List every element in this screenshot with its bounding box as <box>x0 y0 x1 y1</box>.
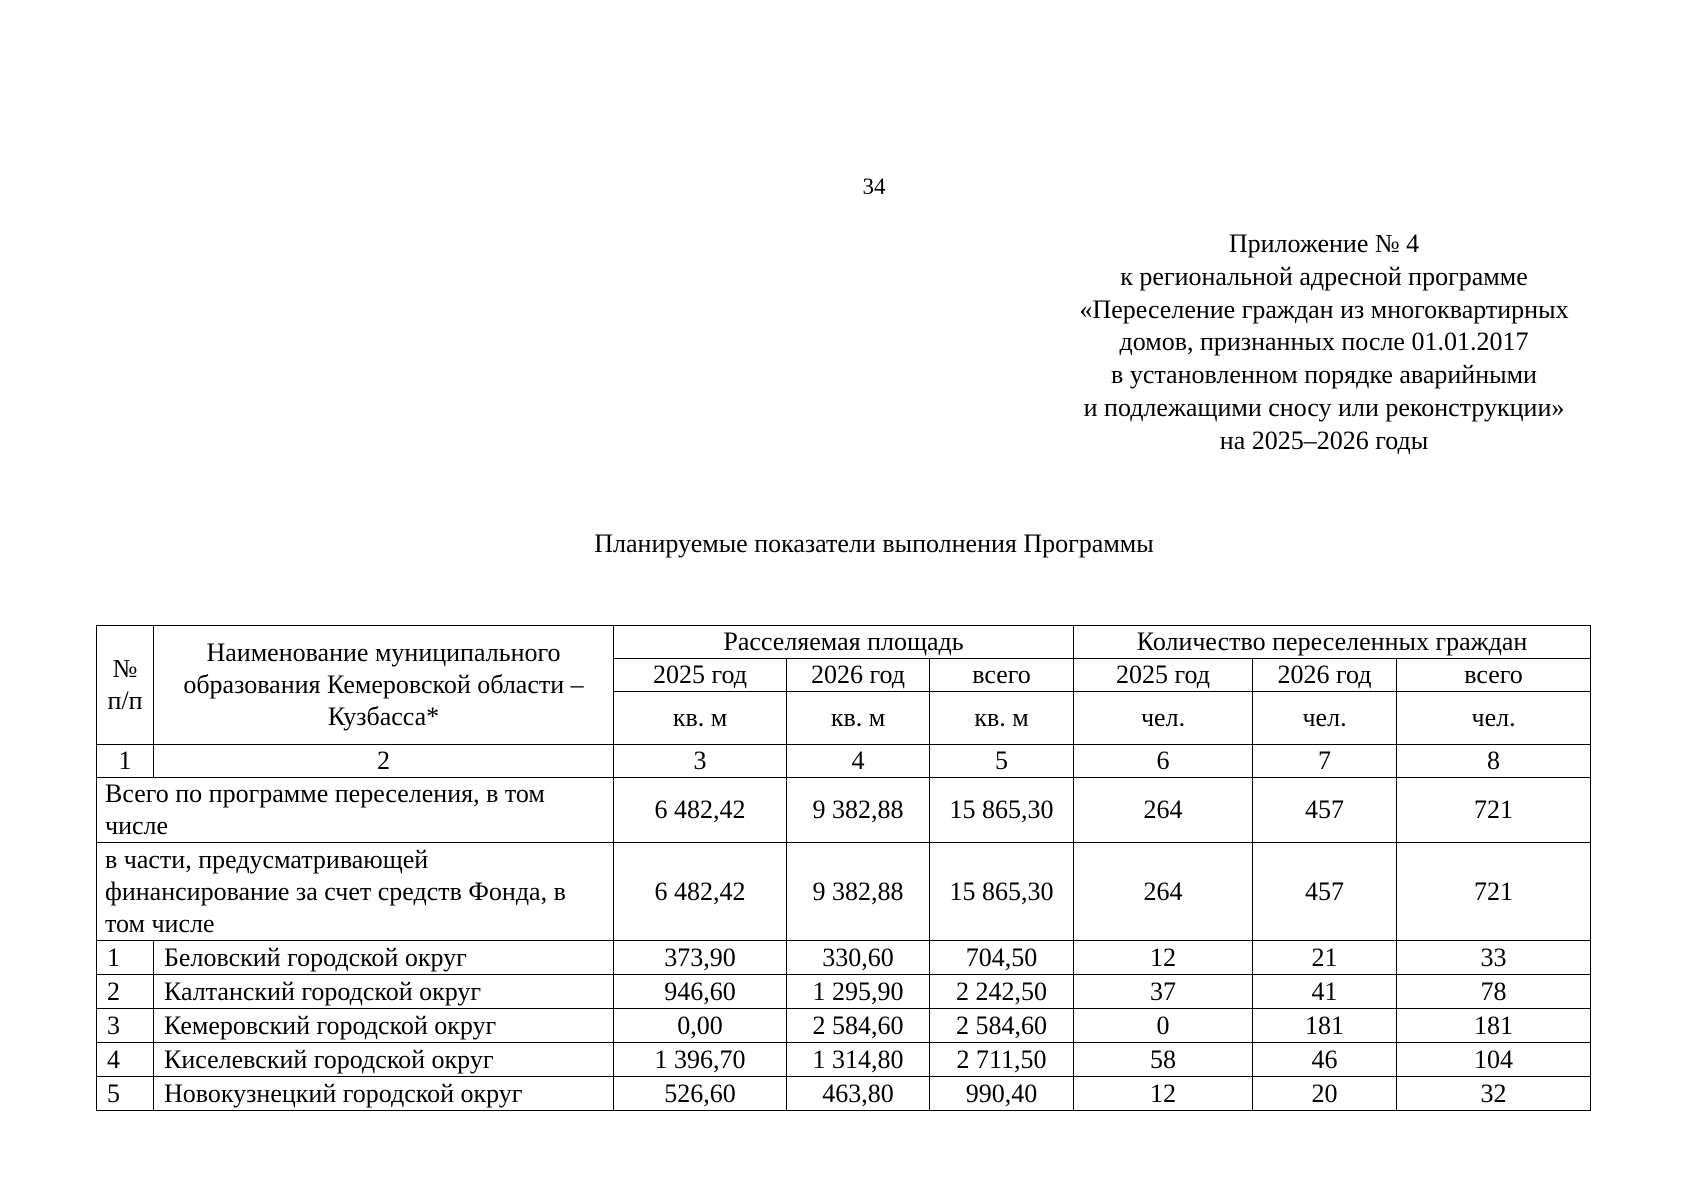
page-number: 34 <box>862 174 886 199</box>
municipality-name: Калтанский городской округ <box>154 975 614 1009</box>
appendix-line: к региональной адресной программе <box>1120 261 1528 291</box>
cell-value: 12 <box>1074 1077 1253 1111</box>
row-number: 5 <box>97 1077 154 1111</box>
cell-value: 104 <box>1397 1043 1591 1077</box>
cell-value: 1 295,90 <box>787 975 930 1009</box>
cell-value: 37 <box>1074 975 1253 1009</box>
cell-value: 330,60 <box>787 941 930 975</box>
total-value: 457 <box>1253 778 1397 843</box>
header-unit: чел. <box>1253 692 1397 745</box>
total-row <box>97 778 1591 843</box>
cell-value: 21 <box>1253 941 1397 975</box>
row-number: 2 <box>97 975 154 1009</box>
header-year: 2026 год <box>787 659 930 692</box>
fund-value: 6 482,42 <box>614 843 787 941</box>
cell-value: 58 <box>1074 1043 1253 1077</box>
cell-value: 181 <box>1397 1009 1591 1043</box>
column-number: 1 <box>97 745 154 778</box>
municipality-name: Новокузнецкий городской округ <box>154 1077 614 1111</box>
total-value: 721 <box>1397 778 1591 843</box>
table-row <box>97 941 1591 975</box>
appendix-line: и подлежащими сносу или реконструкции» <box>1083 392 1565 422</box>
cell-value: 20 <box>1253 1077 1397 1111</box>
row-number: 4 <box>97 1043 154 1077</box>
header-unit: кв. м <box>930 692 1074 745</box>
fund-value: 264 <box>1074 843 1253 941</box>
cell-value: 46 <box>1253 1043 1397 1077</box>
appendix-header <box>1018 228 1630 458</box>
total-value: 9 382,88 <box>787 778 930 843</box>
header-year: 2026 год <box>1253 659 1397 692</box>
column-number: 8 <box>1397 745 1591 778</box>
fund-value: 721 <box>1397 843 1591 941</box>
cell-value: 32 <box>1397 1077 1591 1111</box>
cell-value: 463,80 <box>787 1077 930 1111</box>
table-row <box>97 975 1591 1009</box>
header-year: всего <box>930 659 1074 692</box>
cell-value: 2 242,50 <box>930 975 1074 1009</box>
header-area-group: Расселяемая площадь <box>614 626 1074 659</box>
appendix-line: домов, признанных после 01.01.2017 <box>1119 327 1529 357</box>
header-year: всего <box>1397 659 1591 692</box>
cell-value: 0 <box>1074 1009 1253 1043</box>
cell-value: 990,40 <box>930 1077 1074 1111</box>
cell-value: 373,90 <box>614 941 787 975</box>
cell-value: 12 <box>1074 941 1253 975</box>
header-people-group: Количество переселенных граждан <box>1074 626 1591 659</box>
header-unit: чел. <box>1074 692 1253 745</box>
column-number: 7 <box>1253 745 1397 778</box>
appendix-line: «Переселение граждан из многоквартирных <box>1079 294 1569 324</box>
total-value: 6 482,42 <box>614 778 787 843</box>
cell-value: 1 314,80 <box>787 1043 930 1077</box>
header-year: 2025 год <box>1074 659 1253 692</box>
municipality-name: Киселевский городской округ <box>154 1043 614 1077</box>
header-num: № п/п <box>97 626 154 745</box>
cell-value: 33 <box>1397 941 1591 975</box>
header-unit: кв. м <box>614 692 787 745</box>
row-number: 3 <box>97 1009 154 1043</box>
fund-row <box>97 843 1591 941</box>
fund-value: 457 <box>1253 843 1397 941</box>
cell-value: 2 584,60 <box>930 1009 1074 1043</box>
column-number: 4 <box>787 745 930 778</box>
total-label: Всего по программе переселения, в том числе <box>97 778 614 843</box>
row-number: 1 <box>97 941 154 975</box>
appendix-line: в установленном порядке аварийными <box>1111 360 1537 390</box>
appendix-line: на 2025–2026 годы <box>1219 425 1429 455</box>
cell-value: 181 <box>1253 1009 1397 1043</box>
cell-value: 0,00 <box>614 1009 787 1043</box>
cell-value: 78 <box>1397 975 1591 1009</box>
header-row-groups <box>97 626 1591 659</box>
column-number: 6 <box>1074 745 1253 778</box>
header-name: Наименование муниципального образования Кемеровской области – Кузбасса* <box>154 626 614 745</box>
header-unit: чел. <box>1397 692 1591 745</box>
cell-value: 2 711,50 <box>930 1043 1074 1077</box>
total-value: 15 865,30 <box>930 778 1074 843</box>
municipality-name: Кемеровский городской округ <box>154 1009 614 1043</box>
table-row <box>97 1043 1591 1077</box>
fund-value: 15 865,30 <box>930 843 1074 941</box>
document-title: Планируемые показатели выполнения Программы <box>594 529 1154 558</box>
cell-value: 2 584,60 <box>787 1009 930 1043</box>
table-row <box>97 1009 1591 1043</box>
fund-label: в части, предусматривающей финансирование за счет средств Фонда, в том числе <box>97 843 614 941</box>
header-year: 2025 год <box>614 659 787 692</box>
column-number: 5 <box>930 745 1074 778</box>
table-row <box>97 1077 1591 1111</box>
cell-value: 1 396,70 <box>614 1043 787 1077</box>
cell-value: 526,60 <box>614 1077 787 1111</box>
header-unit: кв. м <box>787 692 930 745</box>
municipality-name: Беловский городской округ <box>154 941 614 975</box>
total-value: 264 <box>1074 778 1253 843</box>
cell-value: 946,60 <box>614 975 787 1009</box>
column-number: 2 <box>154 745 614 778</box>
indicators-table <box>96 625 1591 1111</box>
column-numbers-row <box>97 745 1591 778</box>
appendix-line: Приложение № 4 <box>1228 229 1420 258</box>
cell-value: 41 <box>1253 975 1397 1009</box>
column-number: 3 <box>614 745 787 778</box>
cell-value: 704,50 <box>930 941 1074 975</box>
fund-value: 9 382,88 <box>787 843 930 941</box>
